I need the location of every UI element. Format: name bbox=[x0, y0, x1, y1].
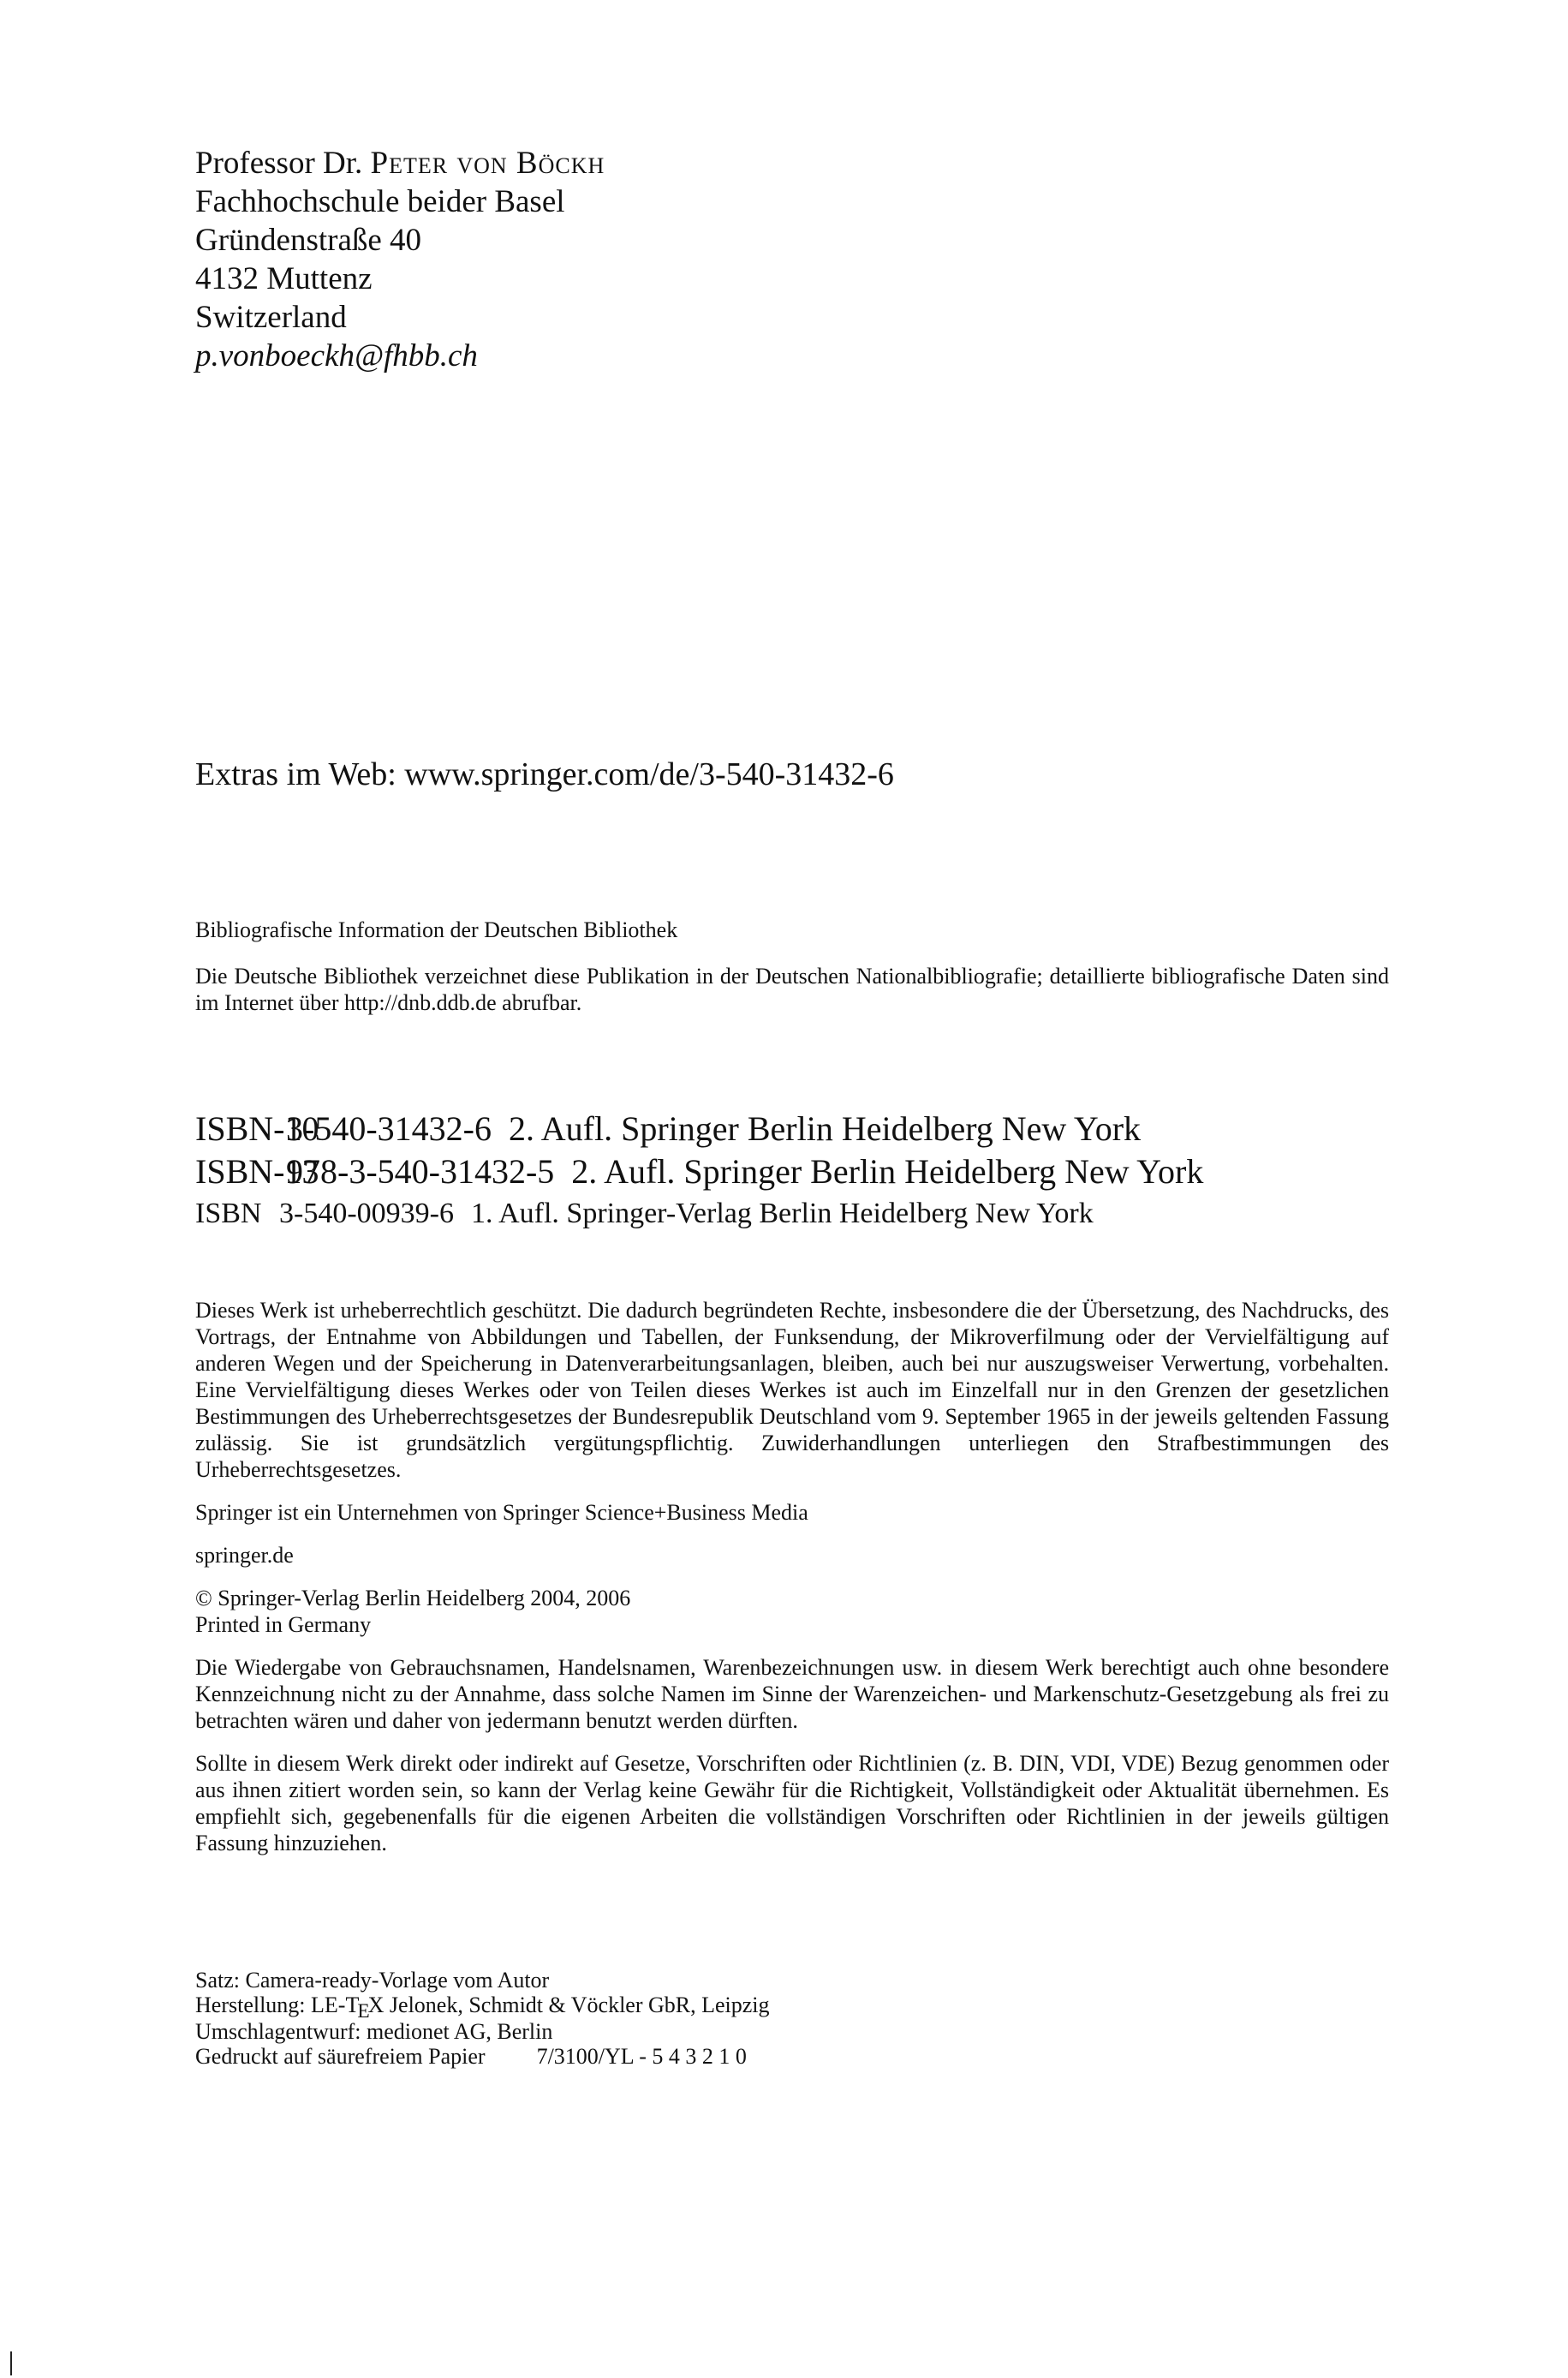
extras-web-line: Extras im Web: www.springer.com/de/3-540-31432-6 bbox=[195, 756, 894, 792]
isbn-edition: 2. Aufl. Springer Berlin Heidelberg New York bbox=[571, 1152, 1204, 1191]
isbn-row bbox=[195, 1150, 1203, 1193]
isbn-label: ISBN bbox=[195, 1198, 262, 1229]
disclaimer-note: Sollte in diesem Werk direkt oder indirekt auf Gesetze, Vorschriften oder Richtlinien (z. B. DIN, VDI, VDE) Bezug genommen oder aus ihnen zitiert worden sein, so kann der Verlag keine Gewähr für die Richtigkeit, Vollständigkeit oder Aktualität übernehmen. Es empfiehlt sich, gegebenenfalls für die eigenen Arbeiten die vollständigen Vorschriften oder Richtlinien in der jeweils gültigen Fassung hinzuziehen. bbox=[195, 1751, 1389, 1855]
trademark-note: Die Wiedergabe von Gebrauchsnamen, Handelsnamen, Warenbezeichnungen usw. in diesem Werk berechtigt auch ohne besondere Kennzeichnung nicht zu der Annahme, dass solche Namen im Sinne der Warenzeichen- und Markenschutz-Gesetzgebung als frei zu betrachten wären und daher von jedermann benutzt werden dürften. bbox=[195, 1655, 1389, 1733]
production-line bbox=[195, 1993, 770, 2022]
author-name: Peter von Böckh bbox=[370, 146, 605, 181]
isbn-row bbox=[195, 1193, 1203, 1234]
author-institution: Fachhochschule beider Basel bbox=[195, 184, 565, 219]
typesetting-line: Satz: Camera-ready-Vorlage vom Autor bbox=[195, 1968, 550, 1993]
isbn-label: ISBN-10 bbox=[195, 1109, 319, 1148]
isbn-edition: 2. Aufl. Springer Berlin Heidelberg New York bbox=[508, 1109, 1142, 1148]
margin-mark bbox=[10, 2351, 12, 2375]
isbn-label: ISBN-13 bbox=[195, 1152, 319, 1191]
isbn-row bbox=[195, 1108, 1203, 1150]
publisher-note: Springer ist ein Unternehmen von Springer Science+Business Media bbox=[195, 1500, 808, 1525]
biblio-text: Die Deutsche Bibliothek verzeichnet diese Publikation in der Deutschen Nationalbibliografie; detaillierte bibliografische Daten sind im Internet über http://dnb.ddb.de abrufbar. bbox=[195, 964, 1389, 1015]
author-street: Gründenstraße 40 bbox=[195, 223, 422, 258]
production-tex-e: E bbox=[357, 2000, 370, 2022]
copyright-notice: Dieses Werk ist urheberrechtlich geschützt. Die dadurch begründeten Rechte, insbesondere die der Übersetzung, des Nachdrucks, des Vortrags, der Entnahme von Abbildungen und Tabellen, der Funksendung, der Mikroverfilmung oder der Vervielfältigung auf anderen Wegen und der Speicherung in Datenverarbeitungsanlagen, bleiben, auch bei nur auszugsweiser Verwertung, vorbehalten. Eine Vervielfältigung dieses Werkes oder von Teilen dieses Werkes ist auch im Einzelfall nur in den Grenzen der gesetzlichen Bestimmungen des Urheberrechtsgesetzes der Bundesrepublik Deutschland vom 9. September 1965 in der jeweils geltenden Fassung zulässig. Sie ist grundsätzlich vergütungspflichtig. Zuwiderhandlungen unterliegen den Strafbestimmungen des Urheberrechtsgesetzes. bbox=[195, 1298, 1389, 1482]
author-address bbox=[195, 144, 605, 375]
print-code: 7/3100/YL - 5 4 3 2 1 0 bbox=[536, 2044, 747, 2069]
legal-text bbox=[195, 1297, 1389, 1873]
author-country: Switzerland bbox=[195, 300, 347, 335]
isbn-number: 3-540-31432-6 bbox=[286, 1109, 492, 1148]
paper-text: Gedruckt auf säurefreiem Papier bbox=[195, 2044, 486, 2069]
isbn-number: 978-3-540-31432-5 bbox=[286, 1152, 555, 1191]
cover-design-line: Umschlagentwurf: medionet AG, Berlin bbox=[195, 2019, 553, 2044]
isbn-block bbox=[195, 1108, 1203, 1234]
production-prefix: Herstellung: LE-T bbox=[195, 1993, 360, 2017]
publisher-website: springer.de bbox=[195, 1543, 294, 1568]
isbn-number: 3-540-00939-6 bbox=[279, 1198, 454, 1229]
production-suffix: X Jelonek, Schmidt & Vöckler GbR, Leipzig bbox=[367, 1993, 770, 2017]
copyright-line: © Springer-Verlag Berlin Heidelberg 2004, 2006 bbox=[195, 1586, 631, 1610]
author-city: 4132 Muttenz bbox=[195, 261, 373, 296]
production-credits bbox=[195, 1968, 770, 2069]
biblio-heading: Bibliografische Information der Deutschen Bibliothek bbox=[195, 917, 678, 942]
paper-line bbox=[195, 2044, 770, 2069]
author-title-prefix: Professor Dr. bbox=[195, 146, 363, 181]
author-email: p.vonboeckh@fhbb.ch bbox=[195, 338, 478, 373]
author-name-line bbox=[195, 144, 605, 182]
bibliographic-info bbox=[195, 917, 1389, 1016]
isbn-edition: 1. Aufl. Springer-Verlag Berlin Heidelberg New York bbox=[470, 1198, 1094, 1229]
printed-in: Printed in Germany bbox=[195, 1612, 372, 1637]
